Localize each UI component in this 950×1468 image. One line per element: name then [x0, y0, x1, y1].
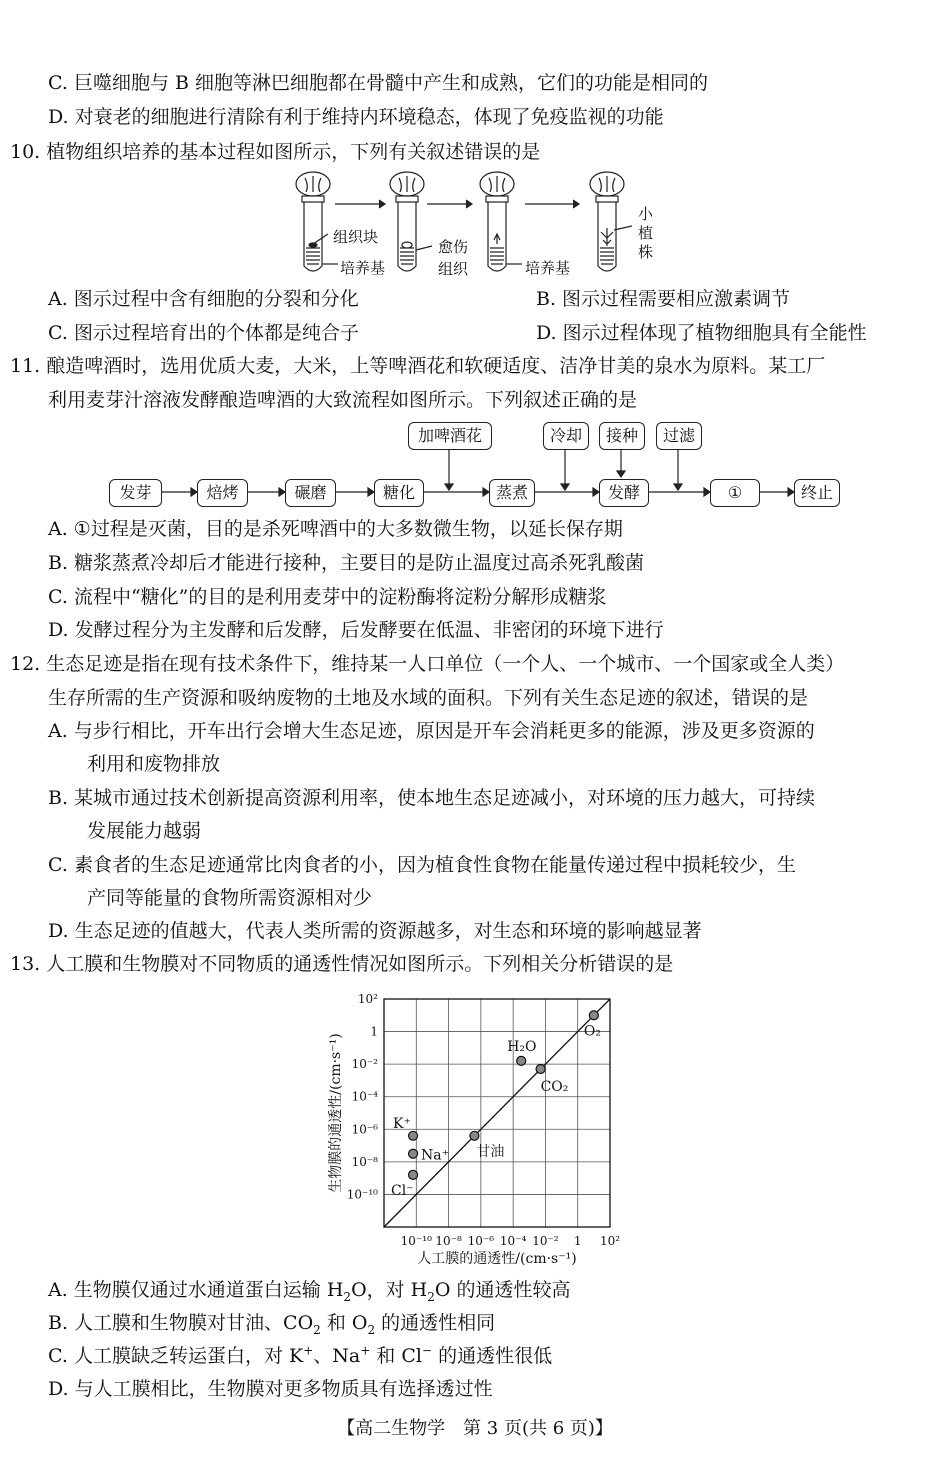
point-label: Cl⁻: [391, 1182, 414, 1199]
q13-option-b-text-1: B. 人工膜和生物膜对甘油、CO: [48, 1312, 314, 1334]
q13-option-c-text-1: C. 人工膜缺乏转运蛋白，对 K: [48, 1345, 304, 1367]
page-footer: 【高二生物学 第 3 页(共 6 页)】: [337, 1418, 613, 1439]
q11-stem-1: 11. 酿造啤酒时，选用优质大麦，大米，上等啤酒花和软硬适度、洁净甘美的泉水为原料。某工厂: [10, 355, 826, 377]
q12-option-b-2: 发展能力越弱: [87, 820, 202, 842]
y-tick-label: 10⁻¹⁰: [346, 1187, 378, 1202]
q10-option-a: A. 图示过程中含有细胞的分裂和分化: [48, 288, 359, 310]
x-tick-label: 10⁻¹⁰: [400, 1234, 432, 1248]
label-callus-1: 愈伤: [438, 238, 469, 256]
flow-step-4: 糖化: [374, 479, 424, 507]
x-tick-label: 10⁻⁶: [467, 1234, 495, 1248]
data-point: [470, 1131, 479, 1140]
x-tick-label: 10⁻⁸: [435, 1234, 462, 1248]
subscript: 2: [313, 1322, 321, 1337]
tube-3: [480, 172, 514, 271]
q12-option-b-1: B. 某城市通过技术创新提高资源利用率，使本地生态足迹减小，对环境的压力越大，可持续: [48, 787, 816, 809]
superscript: +: [360, 1343, 371, 1358]
q10-stem: 10. 植物组织培养的基本过程如图所示，下列有关叙述错误的是: [10, 141, 541, 163]
flow-input-inoculate: 接种: [599, 422, 645, 450]
y-tick-label: 10⁻²: [351, 1057, 378, 1072]
q10-option-d: D. 图示过程体现了植物细胞具有全能性: [536, 322, 867, 344]
subscript: 2: [427, 1289, 435, 1304]
subscript: 2: [367, 1322, 376, 1337]
data-point: [517, 1056, 526, 1065]
q10-option-c: C. 图示过程培育出的个体都是纯合子: [48, 322, 359, 344]
q13-option-a-text-2: O，对 H: [351, 1279, 428, 1301]
flow-step-6: 发酵: [599, 479, 649, 507]
superscript: −: [421, 1343, 433, 1358]
tube-4: [590, 172, 624, 271]
q11-option-d: D. 发酵过程分为主发酵和后发酵，后发酵要在低温、非密闭的环境下进行: [48, 619, 664, 641]
q10-figure: [0, 168, 950, 278]
data-point: [589, 1011, 598, 1020]
flow-input-filter: 过滤: [656, 422, 702, 450]
flow-input-cool: 冷却: [543, 422, 589, 450]
point-label: K⁺: [393, 1115, 411, 1132]
q11-stem-2: 利用麦芽汁溶液发酵酿造啤酒的大致流程如图所示。下列叙述正确的是: [48, 389, 638, 411]
x-tick-label: 10⁻²: [532, 1234, 559, 1248]
q13-option-a: [48, 1277, 571, 1303]
q12-option-d: D. 生态足迹的值越大，代表人类所需的资源越多，对生态和环境的影响越显著: [48, 920, 702, 942]
q13-option-b-text-2: 和 O: [320, 1312, 368, 1334]
flow-step-1: 发芽: [109, 479, 162, 507]
point-label: 甘油: [476, 1143, 505, 1160]
data-point: [409, 1131, 418, 1140]
q11-option-b: B. 糖浆蒸煮冷却后才能进行接种，主要目的是防止温度过高杀死乳酸菌: [48, 552, 645, 574]
q12-option-a-1: A. 与步行相比，开车出行会增大生态足迹，原因是开车会消耗更多的能源，涉及更多资源的: [48, 720, 815, 742]
superscript: +: [303, 1343, 314, 1358]
q13-option-a-text-1: A. 生物膜仅通过水通道蛋白运输 H: [48, 1279, 344, 1301]
flow-step-3: 碾磨: [285, 479, 336, 507]
identity-line: [384, 999, 610, 1227]
q12-option-c-1: C. 素食者的生态足迹通常比肉食者的小，因为植食性食物在能量传递过程中损耗较少，生: [48, 854, 796, 876]
q13-option-b-text-3: 的通透性相同: [375, 1312, 496, 1334]
label-medium-1: 培养基: [340, 259, 386, 277]
tube-2: [390, 172, 424, 271]
y-tick-label: 1: [370, 1024, 378, 1039]
y-tick-label: 10⁻⁸: [351, 1154, 378, 1169]
subscript: 2: [343, 1289, 352, 1304]
q13-option-c-text-3: 和 Cl: [370, 1345, 422, 1367]
label-plantlet-3: 株: [638, 243, 654, 261]
q13-option-a-text-3: O 的通透性较高: [434, 1279, 571, 1301]
q12-option-a-2: 利用和废物排放: [87, 753, 221, 775]
q13-option-c-text-4: 的通透性很低: [432, 1345, 553, 1367]
permeability-chart: [0, 975, 950, 1275]
label-callus-2: 组织: [438, 260, 469, 278]
y-tick-label: 10²: [357, 992, 378, 1006]
data-point: [536, 1065, 545, 1074]
label-plantlet-1: 小: [638, 205, 654, 223]
label-tissue-block: 组织块: [333, 228, 379, 246]
flow-step-2: 焙烤: [197, 479, 248, 507]
point-label: Na⁺: [421, 1147, 450, 1164]
q13-option-d: D. 与人工膜相比，生物膜对更多物质具有选择透过性: [48, 1378, 493, 1400]
flow-step-8: 终止: [794, 479, 840, 507]
q9-option-c: C. 巨噬细胞与 B 细胞等淋巴细胞都在骨髓中产生和成熟，它们的功能是相同的: [48, 72, 708, 94]
q10-option-b: B. 图示过程需要相应激素调节: [536, 288, 791, 310]
y-tick-label: 10⁻⁶: [351, 1122, 378, 1137]
q12-stem-1: 12. 生态足迹是指在现有技术条件下，维持某一人口单位（一个人、一个城市、一个国家或全人类）: [10, 653, 845, 675]
x-tick-label: 10²: [599, 1234, 621, 1248]
q12-stem-2: 生存所需的生产资源和吸纳废物的土地及水域的面积。下列有关生态足迹的叙述，错误的是: [48, 687, 809, 709]
label-medium-2: 培养基: [525, 259, 571, 277]
flow-input-hops: 加啤酒花: [408, 422, 492, 450]
flow-step-5: 蒸煮: [489, 479, 535, 507]
x-tick-label: 1: [573, 1234, 582, 1248]
label-plantlet-2: 植: [638, 224, 654, 242]
data-point: [409, 1149, 418, 1158]
x-tick-label: 10⁻⁴: [499, 1234, 527, 1248]
q13-option-b: [48, 1310, 495, 1336]
q9-option-d: D. 对衰老的细胞进行清除有利于维持内环境稳态，体现了免疫监视的功能: [48, 106, 664, 128]
data-point: [409, 1170, 418, 1179]
tube-1: [296, 172, 330, 271]
q12-option-c-2: 产同等能量的食物所需资源相对少: [87, 887, 373, 909]
q13-option-c-text-2: 、Na: [313, 1345, 361, 1367]
x-axis-label: 人工膜的通透性/(cm·s⁻¹): [417, 1251, 577, 1267]
flow-step-7: ①: [710, 479, 760, 507]
point-label: H₂O: [507, 1038, 537, 1055]
y-tick-label: 10⁻⁴: [351, 1089, 378, 1104]
point-label: O₂: [583, 1023, 601, 1040]
point-label: CO₂: [540, 1079, 569, 1096]
q11-option-c: C. 流程中“糖化”的目的是利用麦芽中的淀粉酶将淀粉分解形成糖浆: [48, 586, 607, 608]
q11-option-a: A. ①过程是灭菌，目的是杀死啤酒中的大多数微生物，以延长保存期: [48, 518, 623, 540]
y-axis-label: 生物膜的通透性/(cm·s⁻¹): [328, 1033, 344, 1193]
q13-option-c: [48, 1343, 552, 1369]
q13-stem: 13. 人工膜和生物膜对不同物质的通透性情况如图所示。下列相关分析错误的是: [10, 953, 674, 975]
